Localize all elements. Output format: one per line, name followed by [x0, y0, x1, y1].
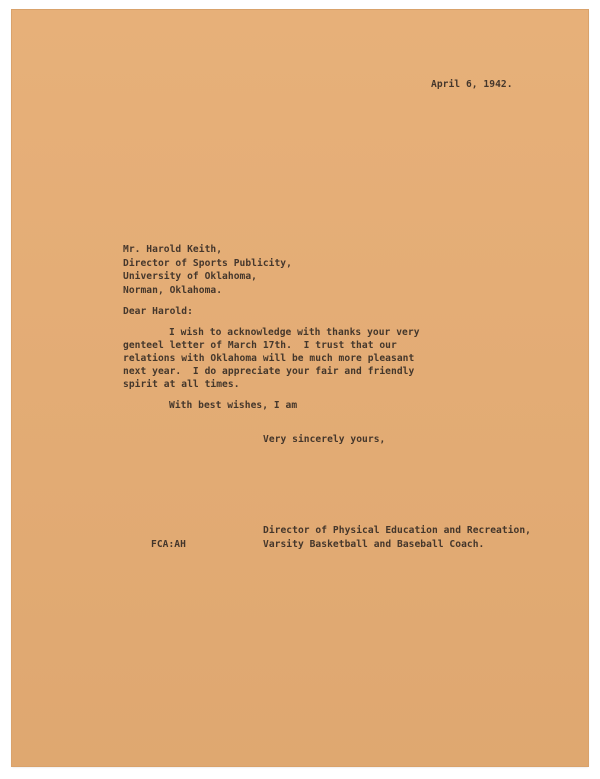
letter-date: April 6, 1942. — [431, 79, 513, 90]
complimentary-close: Very sincerely yours, — [263, 434, 386, 445]
recipient-name: Mr. Harold Keith, — [123, 244, 223, 255]
salutation: Dear Harold: — [123, 306, 193, 317]
typist-initials: FCA:AH — [151, 539, 186, 550]
recipient-location: Norman, Oklahoma. — [123, 285, 223, 296]
body-line: I wish to acknowledge with thanks your very — [169, 327, 420, 338]
letter-page — [12, 10, 588, 766]
body-line: relations with Oklahoma will be much more pleasant — [123, 353, 415, 364]
body-line: genteel letter of March 17th. I trust that our — [123, 340, 397, 351]
signature-title-line: Director of Physical Education and Recreation, — [263, 525, 531, 536]
recipient-organization: University of Oklahoma, — [123, 271, 257, 282]
body-line: spirit at all times. — [123, 379, 240, 390]
closing-wish: With best wishes, I am — [169, 400, 298, 411]
signature-title-line: Varsity Basketball and Baseball Coach. — [263, 539, 485, 550]
body-line: next year. I do appreciate your fair and friendly — [123, 366, 415, 377]
recipient-title: Director of Sports Publicity, — [123, 258, 292, 269]
